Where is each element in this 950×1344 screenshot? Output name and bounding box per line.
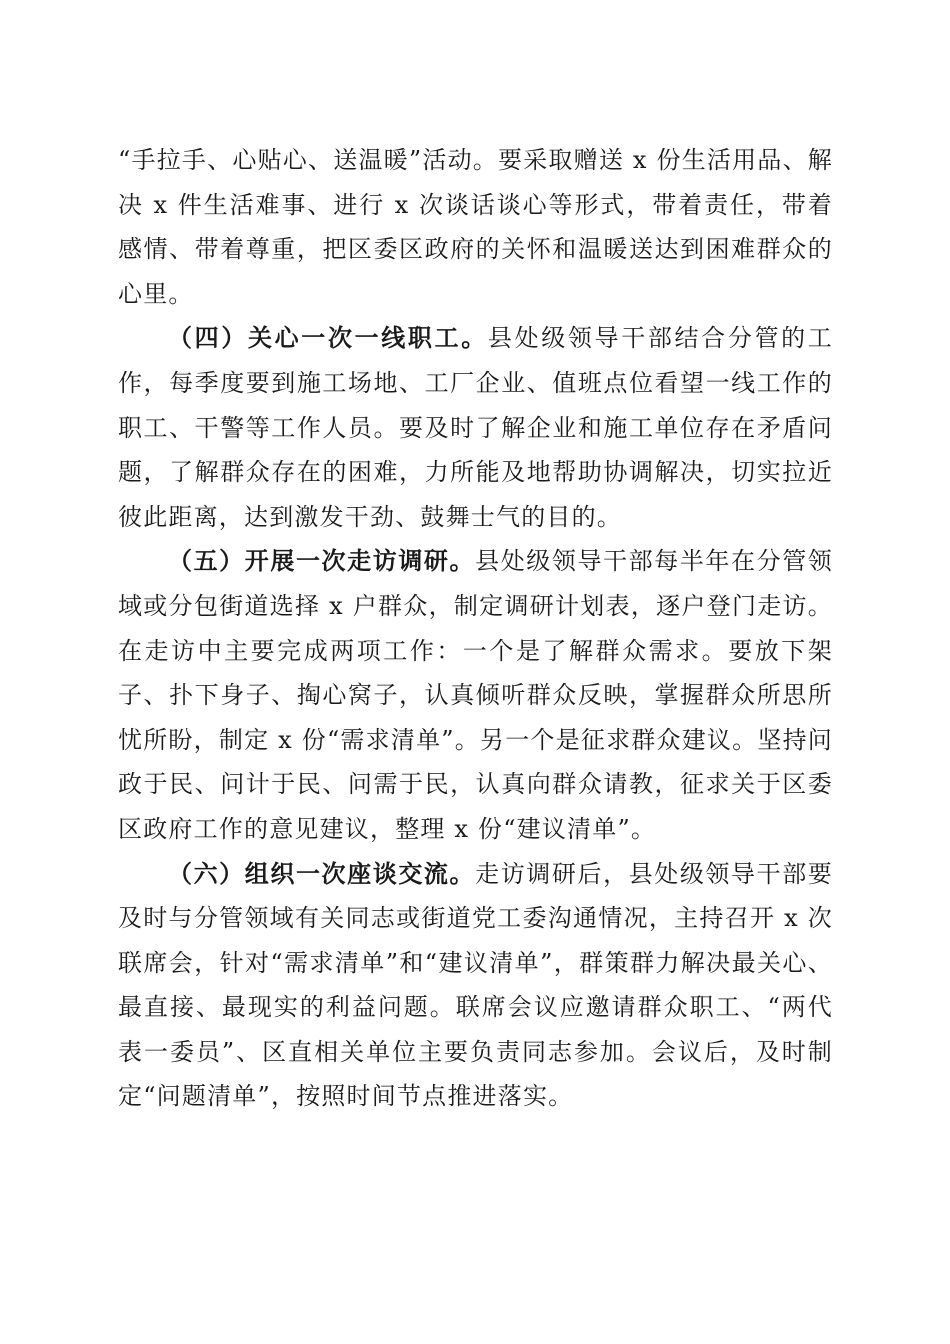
paragraph-section-6 (118, 852, 833, 1120)
section-heading-6: （六）组织一次座谈交流。 (168, 858, 476, 888)
paragraph-continuation (118, 138, 833, 316)
paragraph-section-4 (118, 316, 833, 539)
document-body (118, 138, 833, 1119)
paragraph-section-5 (118, 539, 833, 851)
paragraph-text: “手拉手、心贴心、送温暖”活动。要采取赠送 x 份生活用品、解决 x 件生活难事、进行 x 次谈话谈心等形式，带着责任，带着感情、带着尊重，把区委区政府的关怀和温暖送达到困难群众的心里。 (118, 146, 833, 308)
section-heading-4: （四）关心一次一线职工。 (168, 323, 488, 353)
section-heading-5: （五）开展一次走访调研。 (168, 546, 476, 576)
paragraph-text: 走访调研后，县处级领导干部要及时与分管领域有关同志或街道党工委沟通情况，主持召开 x 次联席会，针对“需求清单”和“建议清单”，群策群力解决最关心、最直接、最现实的利益问题。联席会议应邀请群众职工、“两代表一委员”、区直相关单位主要负责同志参加。会议后，及时制定“问题清单”，按照时间节点推进落实。 (118, 859, 833, 1111)
paragraph-text: 县处级领导干部每半年在分管领域或分包街道选择 x 户群众，制定调研计划表，逐户登门走访。在走访中主要完成两项工作：一个是了解群众需求。要放下架子、扑下身子、掏心窝子，认真倾听群众反映，掌握群众所思所忧所盼，制定 x 份“需求清单”。另一个是征求群众建议。坚持问政于民、问计于民、问需于民，认真向群众请教，征求关于区委区政府工作的意见建议，整理 x 份“建议清单”。 (118, 547, 833, 843)
paragraph-text: 县处级领导干部结合分管的工作，每季度要到施工场地、工厂企业、值班点位看望一线工作的职工、干警等工作人员。要及时了解企业和施工单位存在矛盾问题，了解群众存在的困难，力所能及地帮助协调解决，切实拉近彼此距离，达到激发干劲、鼓舞士气的目的。 (118, 324, 833, 531)
